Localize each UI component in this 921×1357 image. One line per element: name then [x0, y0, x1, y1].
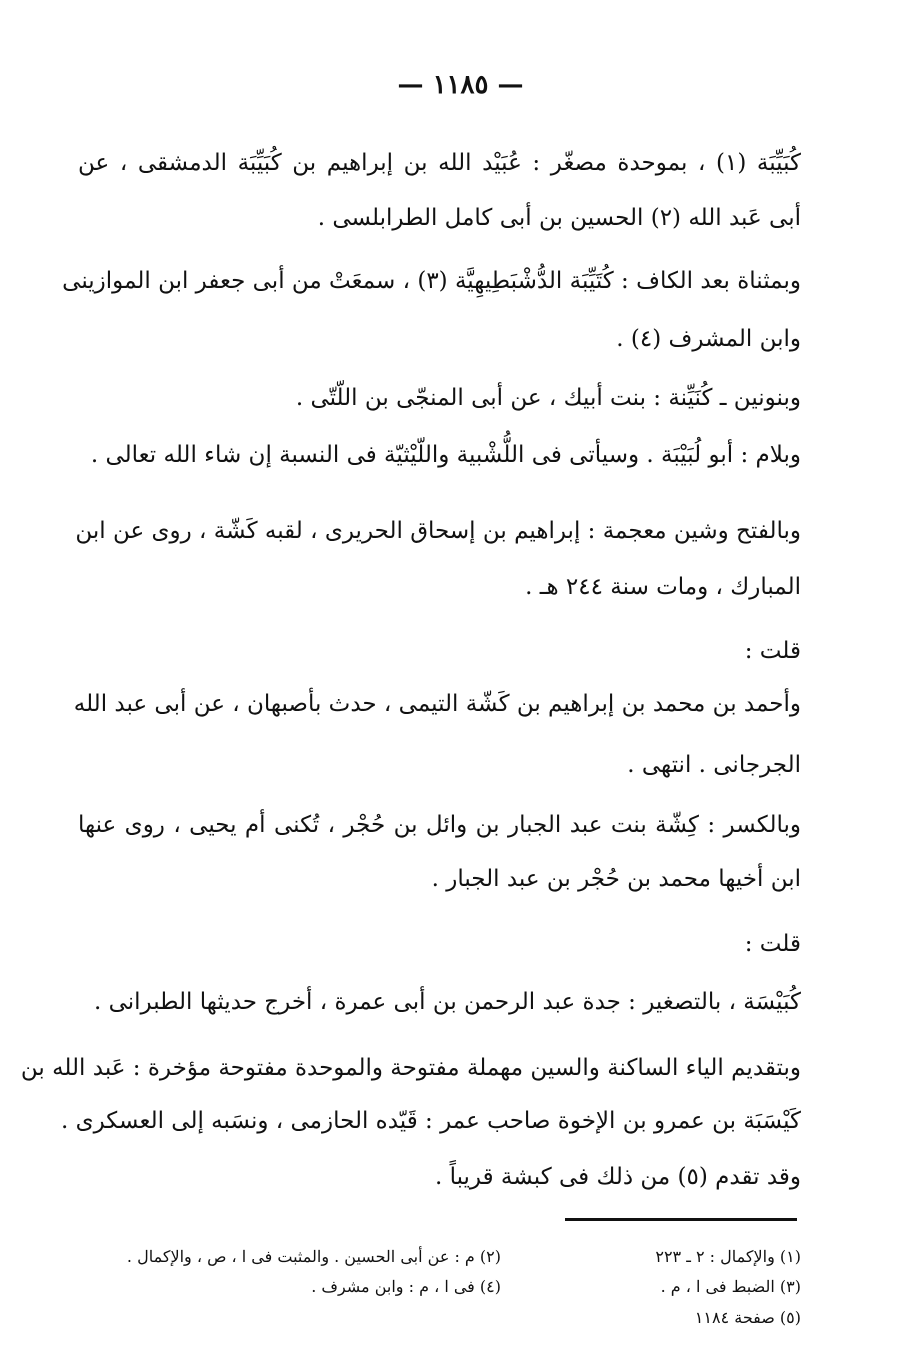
- text-line: وقد تقدم (٥) من ذلك فى كبشة قريباً .: [434, 1164, 801, 1190]
- page-number: — ١١٨٥ —: [397, 70, 524, 100]
- text-line: المبارك ، ومات سنة ٢٤٤ هـ .: [525, 574, 801, 600]
- text-line: كُبَيْسَة ، بالتصغير : جدة عبد الرحمن بن أبى عمرة ، أخرج حديثها الطبرانى .: [93, 989, 801, 1015]
- text-line: وبالفتح وشين معجمة : إبراهيم بن إسحاق الحريرى ، لقبه كَشّة ، روى عن ابن: [75, 518, 801, 544]
- text-line: كَيْسَبَة بن عمرو بن الإخوة صاحب عمر : قَيّده الحازمى ، ونسَبه إلى العسكرى .: [60, 1108, 801, 1134]
- text-line: وبالكسر : كِشّة بنت عبد الجبار بن وائل بن حُجْر ، تُكنى أم يحيى ، روى عنها: [78, 812, 801, 838]
- text-line: أبى عَبد الله (٢) الحسين بن أبى كامل الطرابلسى .: [317, 205, 801, 231]
- text-line: الجرجانى . انتهى .: [627, 752, 801, 778]
- text-line: وبمثناة بعد الكاف : كُتَيِّبَة الدُّشْبَطِيهِيَّة (٣) ، سمعَتْ من أبى جعفر ابن الموازينى: [62, 268, 801, 294]
- footnote: (٥) صفحة ١١٨٤: [694, 1308, 801, 1327]
- text-line: ابن أخيها محمد بن حُجْر بن عبد الجبار .: [431, 866, 801, 892]
- text-line: وبنونين ـ كُنَيِّنة : بنت أبيك ، عن أبى المنجّى بن اللّتّى .: [295, 385, 801, 411]
- text-line: وأحمد بن محمد بن إبراهيم بن كَشّة التيمى ، حدث بأصبهان ، عن أبى عبد الله: [73, 691, 801, 717]
- text-line: وبلام : أبو لُبَيْبَة . وسيأتى فى اللُّشْبية واللّيْثيّة فى النسبة إن شاء الله تعالى .: [90, 442, 801, 468]
- text-line: كُبَيِّبَة (١) ، بموحدة مصغّر : عُبَيْد الله بن إبراهيم بن كُبَيِّبَة الدمشقى ، عن: [78, 150, 801, 176]
- footnote: (١) والإكمال : ٢ ـ ٢٢٣: [655, 1247, 801, 1266]
- text-line: وابن المشرف (٤) .: [616, 326, 801, 352]
- text-line: وبتقديم الياء الساكنة والسين مهملة مفتوحة والموحدة مفتوحة مؤخرة : عَبد الله بن: [20, 1055, 801, 1081]
- footnote: (٣) الضبط فى ا ، م .: [660, 1277, 801, 1296]
- section-heading: قلت :: [744, 638, 801, 664]
- footnote: (٤) فى ا ، م : وابن مشرف .: [311, 1277, 501, 1296]
- footnote: (٢) م : عن أبى الحسين . والمثبت فى ا ، ص ، والإكمال .: [126, 1247, 501, 1266]
- section-heading: قلت :: [744, 931, 801, 957]
- footnote-divider: [565, 1218, 797, 1221]
